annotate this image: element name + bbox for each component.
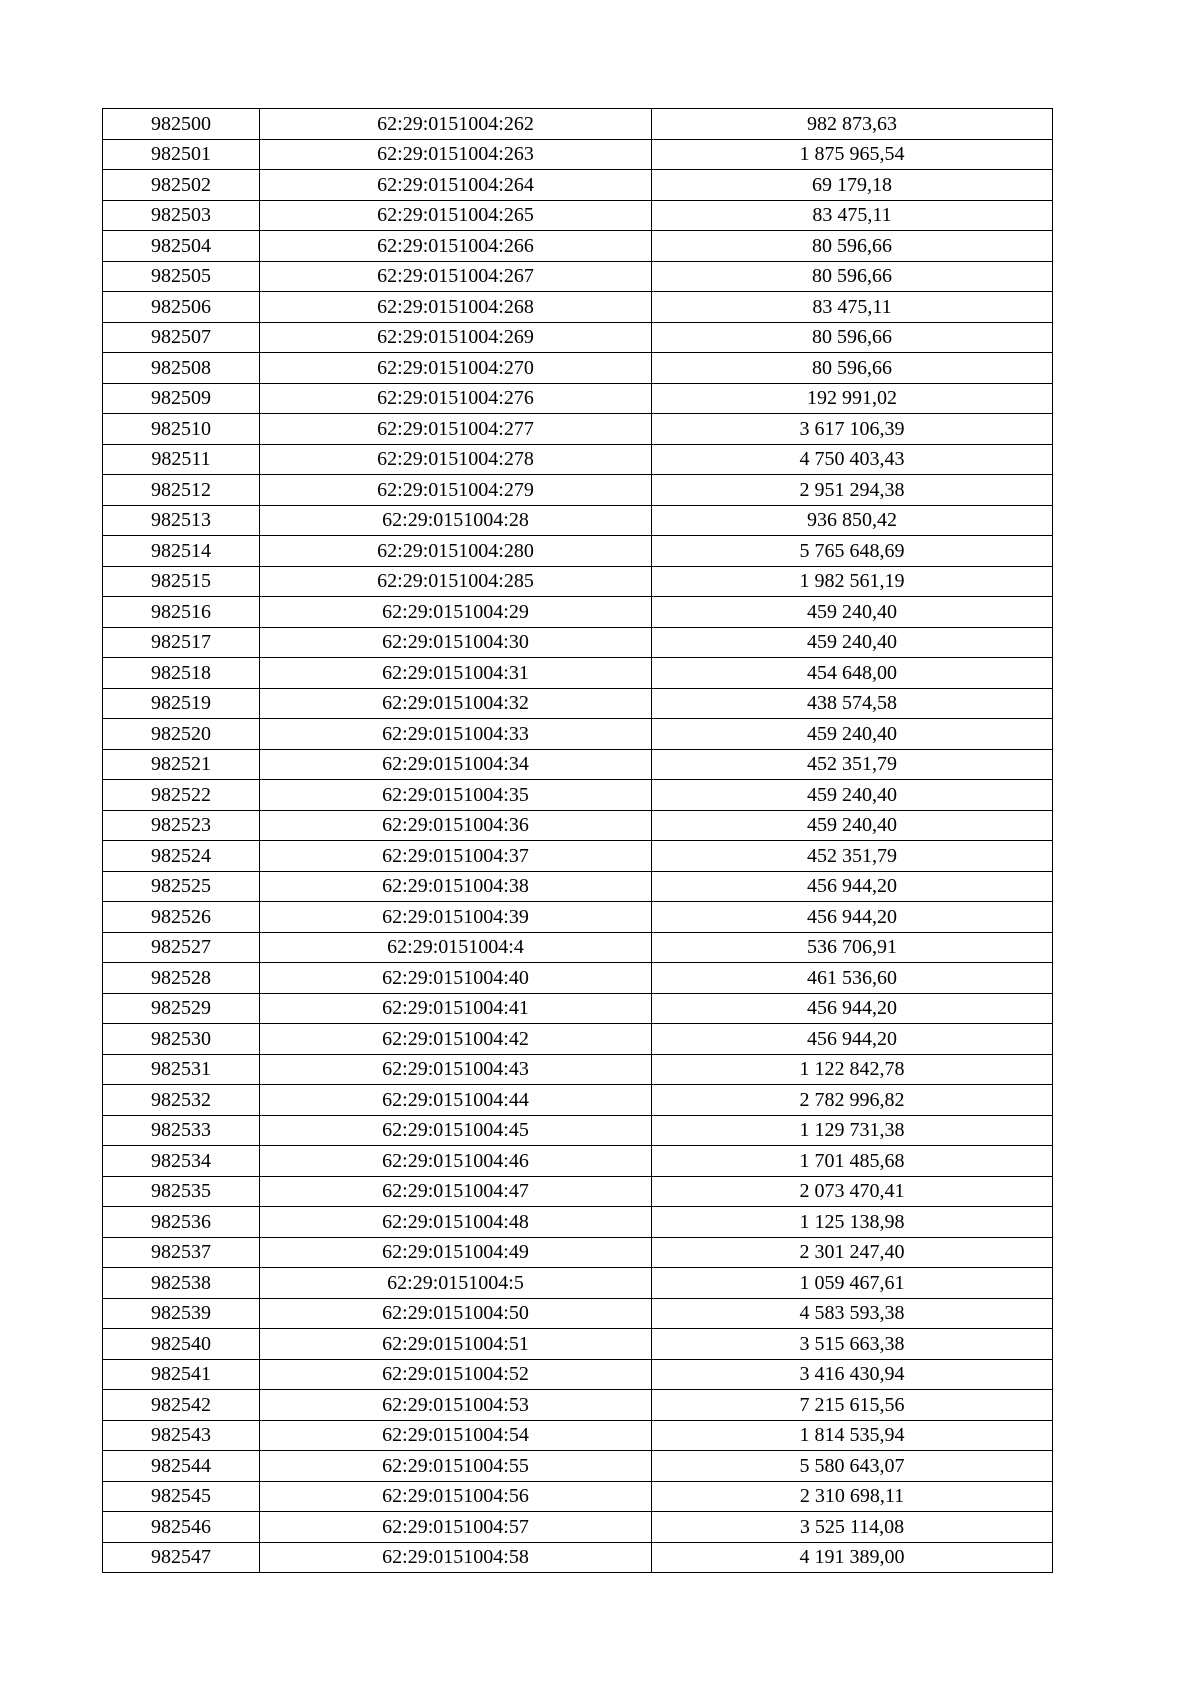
cadastral-number-cell: 62:29:0151004:267 bbox=[260, 261, 652, 292]
cadastral-value-cell: 982 873,63 bbox=[652, 109, 1053, 140]
cadastral-number-cell: 62:29:0151004:5 bbox=[260, 1268, 652, 1299]
table-row bbox=[103, 322, 1053, 353]
cadastral-value-cell: 83 475,11 bbox=[652, 292, 1053, 323]
cadastral-value-cell: 80 596,66 bbox=[652, 322, 1053, 353]
table-row bbox=[103, 1024, 1053, 1055]
cadastral-value-cell: 3 515 663,38 bbox=[652, 1329, 1053, 1360]
row-number-cell: 982501 bbox=[103, 139, 260, 170]
table-row bbox=[103, 1268, 1053, 1299]
cadastral-number-cell: 62:29:0151004:57 bbox=[260, 1512, 652, 1543]
row-number-cell: 982522 bbox=[103, 780, 260, 811]
cadastral-value-cell: 69 179,18 bbox=[652, 170, 1053, 201]
cadastral-value-cell: 1 129 731,38 bbox=[652, 1115, 1053, 1146]
table-row bbox=[103, 261, 1053, 292]
table-row bbox=[103, 1359, 1053, 1390]
cadastral-number-cell: 62:29:0151004:276 bbox=[260, 383, 652, 414]
cadastral-value-cell: 5 765 648,69 bbox=[652, 536, 1053, 567]
cadastral-value-cell: 1 125 138,98 bbox=[652, 1207, 1053, 1238]
table-row bbox=[103, 231, 1053, 262]
cadastral-value-cell: 459 240,40 bbox=[652, 597, 1053, 628]
table-row bbox=[103, 658, 1053, 689]
cadastral-value-cell: 459 240,40 bbox=[652, 719, 1053, 750]
row-number-cell: 982505 bbox=[103, 261, 260, 292]
table-row bbox=[103, 902, 1053, 933]
row-number-cell: 982530 bbox=[103, 1024, 260, 1055]
cadastral-value-cell: 2 301 247,40 bbox=[652, 1237, 1053, 1268]
cadastral-value-cell: 1 122 842,78 bbox=[652, 1054, 1053, 1085]
row-number-cell: 982526 bbox=[103, 902, 260, 933]
table-row bbox=[103, 1085, 1053, 1116]
row-number-cell: 982544 bbox=[103, 1451, 260, 1482]
cadastral-value-cell: 3 525 114,08 bbox=[652, 1512, 1053, 1543]
row-number-cell: 982513 bbox=[103, 505, 260, 536]
row-number-cell: 982533 bbox=[103, 1115, 260, 1146]
cadastral-value-cell: 459 240,40 bbox=[652, 810, 1053, 841]
cadastral-number-cell: 62:29:0151004:41 bbox=[260, 993, 652, 1024]
cadastral-value-cell: 2 073 470,41 bbox=[652, 1176, 1053, 1207]
cadastral-number-cell: 62:29:0151004:268 bbox=[260, 292, 652, 323]
table-row bbox=[103, 1329, 1053, 1360]
cadastral-number-cell: 62:29:0151004:28 bbox=[260, 505, 652, 536]
cadastral-value-cell: 461 536,60 bbox=[652, 963, 1053, 994]
cadastral-value-cell: 83 475,11 bbox=[652, 200, 1053, 231]
row-number-cell: 982502 bbox=[103, 170, 260, 201]
cadastral-number-cell: 62:29:0151004:42 bbox=[260, 1024, 652, 1055]
cadastral-number-cell: 62:29:0151004:265 bbox=[260, 200, 652, 231]
row-number-cell: 982510 bbox=[103, 414, 260, 445]
table-row bbox=[103, 1390, 1053, 1421]
cadastral-number-cell: 62:29:0151004:48 bbox=[260, 1207, 652, 1238]
table-row bbox=[103, 1542, 1053, 1573]
cadastral-number-cell: 62:29:0151004:51 bbox=[260, 1329, 652, 1360]
table-row bbox=[103, 1054, 1053, 1085]
table-row bbox=[103, 627, 1053, 658]
cadastral-number-cell: 62:29:0151004:35 bbox=[260, 780, 652, 811]
cadastral-number-cell: 62:29:0151004:49 bbox=[260, 1237, 652, 1268]
table-row bbox=[103, 536, 1053, 567]
table-row bbox=[103, 932, 1053, 963]
cadastral-value-cell: 459 240,40 bbox=[652, 627, 1053, 658]
cadastral-number-cell: 62:29:0151004:29 bbox=[260, 597, 652, 628]
table-row bbox=[103, 1298, 1053, 1329]
table-row bbox=[103, 414, 1053, 445]
cadastral-number-cell: 62:29:0151004:263 bbox=[260, 139, 652, 170]
cadastral-value-cell: 3 416 430,94 bbox=[652, 1359, 1053, 1390]
cadastral-number-cell: 62:29:0151004:33 bbox=[260, 719, 652, 750]
cadastral-number-cell: 62:29:0151004:262 bbox=[260, 109, 652, 140]
cadastral-value-cell: 536 706,91 bbox=[652, 932, 1053, 963]
table-row bbox=[103, 109, 1053, 140]
cadastral-value-cell: 452 351,79 bbox=[652, 749, 1053, 780]
cadastral-value-cell: 459 240,40 bbox=[652, 780, 1053, 811]
cadastral-value-table bbox=[102, 108, 1053, 1573]
cadastral-value-cell: 192 991,02 bbox=[652, 383, 1053, 414]
cadastral-value-cell: 438 574,58 bbox=[652, 688, 1053, 719]
cadastral-number-cell: 62:29:0151004:54 bbox=[260, 1420, 652, 1451]
table-row bbox=[103, 1115, 1053, 1146]
cadastral-value-cell: 80 596,66 bbox=[652, 261, 1053, 292]
table-row bbox=[103, 353, 1053, 384]
row-number-cell: 982525 bbox=[103, 871, 260, 902]
cadastral-value-cell: 456 944,20 bbox=[652, 993, 1053, 1024]
cadastral-number-cell: 62:29:0151004:264 bbox=[260, 170, 652, 201]
row-number-cell: 982542 bbox=[103, 1390, 260, 1421]
table-row bbox=[103, 1420, 1053, 1451]
table-row bbox=[103, 383, 1053, 414]
row-number-cell: 982540 bbox=[103, 1329, 260, 1360]
cadastral-number-cell: 62:29:0151004:278 bbox=[260, 444, 652, 475]
cadastral-number-cell: 62:29:0151004:50 bbox=[260, 1298, 652, 1329]
table-row bbox=[103, 719, 1053, 750]
row-number-cell: 982536 bbox=[103, 1207, 260, 1238]
cadastral-number-cell: 62:29:0151004:30 bbox=[260, 627, 652, 658]
row-number-cell: 982518 bbox=[103, 658, 260, 689]
row-number-cell: 982532 bbox=[103, 1085, 260, 1116]
cadastral-number-cell: 62:29:0151004:285 bbox=[260, 566, 652, 597]
cadastral-value-cell: 7 215 615,56 bbox=[652, 1390, 1053, 1421]
table-row bbox=[103, 505, 1053, 536]
cadastral-number-cell: 62:29:0151004:34 bbox=[260, 749, 652, 780]
table-row bbox=[103, 475, 1053, 506]
row-number-cell: 982539 bbox=[103, 1298, 260, 1329]
row-number-cell: 982529 bbox=[103, 993, 260, 1024]
table-row bbox=[103, 139, 1053, 170]
table-row bbox=[103, 1176, 1053, 1207]
cadastral-number-cell: 62:29:0151004:269 bbox=[260, 322, 652, 353]
cadastral-number-cell: 62:29:0151004:45 bbox=[260, 1115, 652, 1146]
row-number-cell: 982506 bbox=[103, 292, 260, 323]
table-row bbox=[103, 170, 1053, 201]
table-row bbox=[103, 1207, 1053, 1238]
cadastral-value-cell: 936 850,42 bbox=[652, 505, 1053, 536]
cadastral-number-cell: 62:29:0151004:32 bbox=[260, 688, 652, 719]
row-number-cell: 982528 bbox=[103, 963, 260, 994]
row-number-cell: 982515 bbox=[103, 566, 260, 597]
row-number-cell: 982520 bbox=[103, 719, 260, 750]
cadastral-number-cell: 62:29:0151004:53 bbox=[260, 1390, 652, 1421]
cadastral-number-cell: 62:29:0151004:36 bbox=[260, 810, 652, 841]
cadastral-value-cell: 456 944,20 bbox=[652, 902, 1053, 933]
table-row bbox=[103, 993, 1053, 1024]
table-row bbox=[103, 810, 1053, 841]
table-row bbox=[103, 780, 1053, 811]
row-number-cell: 982507 bbox=[103, 322, 260, 353]
cadastral-number-cell: 62:29:0151004:279 bbox=[260, 475, 652, 506]
row-number-cell: 982534 bbox=[103, 1146, 260, 1177]
cadastral-number-cell: 62:29:0151004:40 bbox=[260, 963, 652, 994]
cadastral-value-cell: 1 814 535,94 bbox=[652, 1420, 1053, 1451]
table-row bbox=[103, 1146, 1053, 1177]
cadastral-number-cell: 62:29:0151004:39 bbox=[260, 902, 652, 933]
table-row bbox=[103, 1451, 1053, 1482]
row-number-cell: 982545 bbox=[103, 1481, 260, 1512]
table-row bbox=[103, 1481, 1053, 1512]
table-row bbox=[103, 871, 1053, 902]
row-number-cell: 982504 bbox=[103, 231, 260, 262]
row-number-cell: 982527 bbox=[103, 932, 260, 963]
cadastral-value-cell: 1 059 467,61 bbox=[652, 1268, 1053, 1299]
row-number-cell: 982500 bbox=[103, 109, 260, 140]
cadastral-number-cell: 62:29:0151004:4 bbox=[260, 932, 652, 963]
cadastral-number-cell: 62:29:0151004:280 bbox=[260, 536, 652, 567]
cadastral-value-cell: 1 701 485,68 bbox=[652, 1146, 1053, 1177]
table-row bbox=[103, 566, 1053, 597]
cadastral-value-cell: 1 982 561,19 bbox=[652, 566, 1053, 597]
row-number-cell: 982521 bbox=[103, 749, 260, 780]
cadastral-value-cell: 456 944,20 bbox=[652, 871, 1053, 902]
cadastral-number-cell: 62:29:0151004:46 bbox=[260, 1146, 652, 1177]
row-number-cell: 982543 bbox=[103, 1420, 260, 1451]
cadastral-number-cell: 62:29:0151004:58 bbox=[260, 1542, 652, 1573]
cadastral-value-cell: 4 191 389,00 bbox=[652, 1542, 1053, 1573]
row-number-cell: 982508 bbox=[103, 353, 260, 384]
cadastral-value-cell: 454 648,00 bbox=[652, 658, 1053, 689]
cadastral-number-cell: 62:29:0151004:270 bbox=[260, 353, 652, 384]
row-number-cell: 982511 bbox=[103, 444, 260, 475]
table-row bbox=[103, 749, 1053, 780]
cadastral-value-cell: 456 944,20 bbox=[652, 1024, 1053, 1055]
cadastral-value-cell: 2 951 294,38 bbox=[652, 475, 1053, 506]
cadastral-number-cell: 62:29:0151004:47 bbox=[260, 1176, 652, 1207]
row-number-cell: 982514 bbox=[103, 536, 260, 567]
cadastral-number-cell: 62:29:0151004:55 bbox=[260, 1451, 652, 1482]
row-number-cell: 982517 bbox=[103, 627, 260, 658]
table-row bbox=[103, 200, 1053, 231]
table-row bbox=[103, 292, 1053, 323]
row-number-cell: 982541 bbox=[103, 1359, 260, 1390]
row-number-cell: 982531 bbox=[103, 1054, 260, 1085]
cadastral-value-cell: 2 310 698,11 bbox=[652, 1481, 1053, 1512]
cadastral-number-cell: 62:29:0151004:43 bbox=[260, 1054, 652, 1085]
table-row bbox=[103, 841, 1053, 872]
cadastral-value-cell: 80 596,66 bbox=[652, 353, 1053, 384]
row-number-cell: 982537 bbox=[103, 1237, 260, 1268]
row-number-cell: 982509 bbox=[103, 383, 260, 414]
cadastral-value-cell: 4 583 593,38 bbox=[652, 1298, 1053, 1329]
row-number-cell: 982516 bbox=[103, 597, 260, 628]
cadastral-value-cell: 452 351,79 bbox=[652, 841, 1053, 872]
row-number-cell: 982546 bbox=[103, 1512, 260, 1543]
cadastral-number-cell: 62:29:0151004:277 bbox=[260, 414, 652, 445]
table-row bbox=[103, 597, 1053, 628]
row-number-cell: 982523 bbox=[103, 810, 260, 841]
table-row bbox=[103, 444, 1053, 475]
cadastral-number-cell: 62:29:0151004:44 bbox=[260, 1085, 652, 1116]
cadastral-value-cell: 5 580 643,07 bbox=[652, 1451, 1053, 1482]
cadastral-value-cell: 80 596,66 bbox=[652, 231, 1053, 262]
row-number-cell: 982503 bbox=[103, 200, 260, 231]
table-row bbox=[103, 1237, 1053, 1268]
row-number-cell: 982535 bbox=[103, 1176, 260, 1207]
cadastral-value-cell: 1 875 965,54 bbox=[652, 139, 1053, 170]
row-number-cell: 982538 bbox=[103, 1268, 260, 1299]
row-number-cell: 982547 bbox=[103, 1542, 260, 1573]
row-number-cell: 982524 bbox=[103, 841, 260, 872]
table-row bbox=[103, 1512, 1053, 1543]
cadastral-number-cell: 62:29:0151004:37 bbox=[260, 841, 652, 872]
cadastral-value-cell: 4 750 403,43 bbox=[652, 444, 1053, 475]
cadastral-value-cell: 3 617 106,39 bbox=[652, 414, 1053, 445]
cadastral-number-cell: 62:29:0151004:56 bbox=[260, 1481, 652, 1512]
cadastral-number-cell: 62:29:0151004:52 bbox=[260, 1359, 652, 1390]
table-row bbox=[103, 688, 1053, 719]
table-body bbox=[103, 109, 1053, 1573]
cadastral-value-cell: 2 782 996,82 bbox=[652, 1085, 1053, 1116]
cadastral-number-cell: 62:29:0151004:266 bbox=[260, 231, 652, 262]
table-row bbox=[103, 963, 1053, 994]
cadastral-number-cell: 62:29:0151004:38 bbox=[260, 871, 652, 902]
row-number-cell: 982512 bbox=[103, 475, 260, 506]
row-number-cell: 982519 bbox=[103, 688, 260, 719]
cadastral-number-cell: 62:29:0151004:31 bbox=[260, 658, 652, 689]
